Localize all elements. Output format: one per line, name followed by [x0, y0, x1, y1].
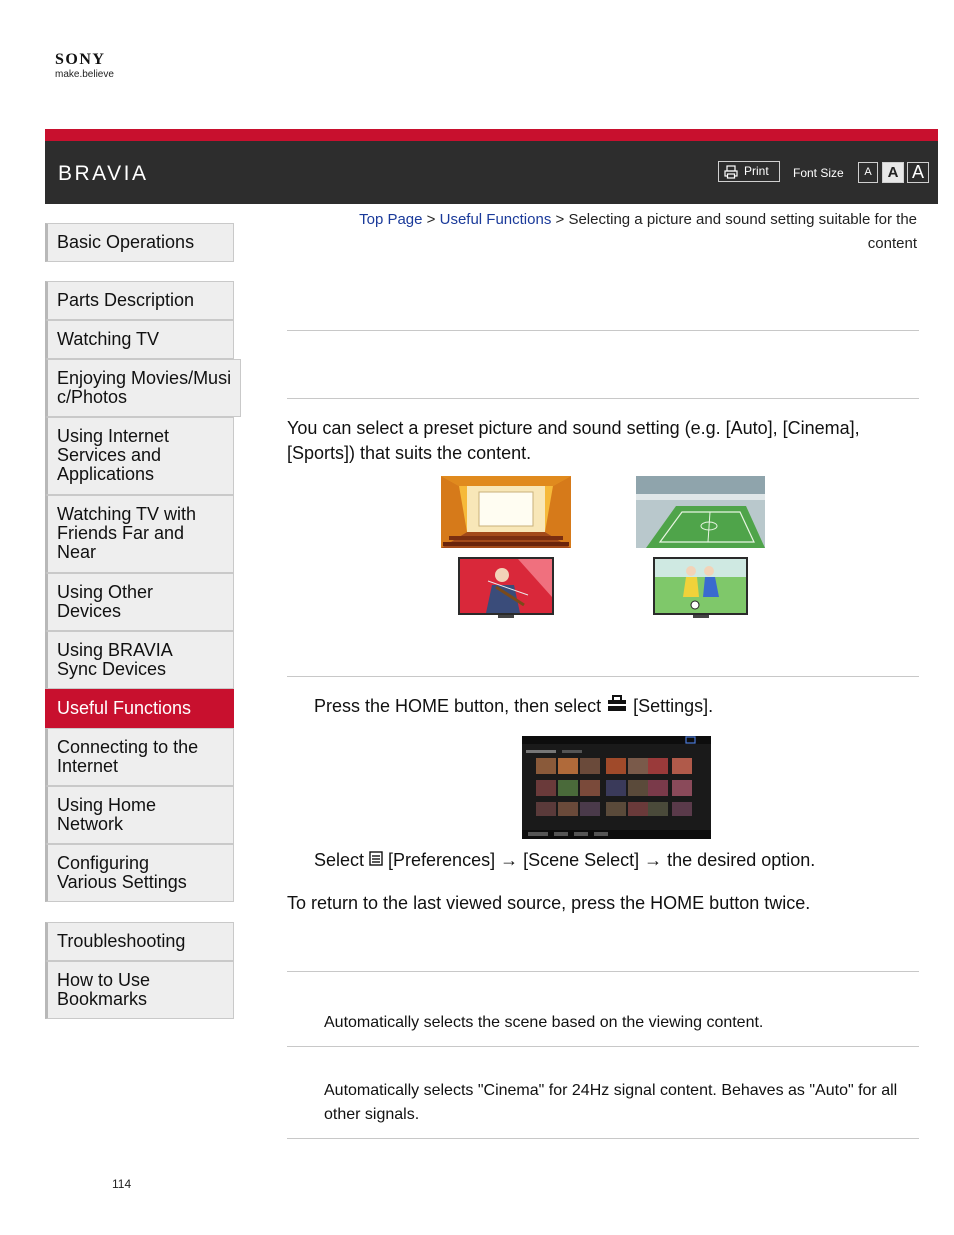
- sidebar-item-useful-functions[interactable]: Useful Functions: [45, 689, 234, 728]
- preferences-icon: [368, 848, 384, 873]
- sidebar-item-troubleshooting[interactable]: Troubleshooting: [45, 922, 234, 961]
- tv-soccer-illustration: [653, 557, 748, 619]
- sony-wordmark: SONY: [55, 51, 106, 68]
- product-name: BRAVIA: [58, 162, 149, 185]
- divider: [287, 398, 919, 399]
- tv-violinist-illustration: [458, 557, 554, 619]
- breadcrumb: [317, 208, 917, 256]
- printer-icon: [724, 165, 738, 179]
- toolbox-icon: [607, 694, 627, 719]
- sidebar-item-internet-services[interactable]: Using Internet Services and Applications: [45, 417, 234, 495]
- option-auto-description: Automatically selects the scene based on the viewing content.: [324, 1014, 764, 1031]
- sidebar-item-configuring-settings[interactable]: Configuring Various Settings: [45, 844, 234, 902]
- page-number: 114: [112, 1177, 132, 1191]
- print-button[interactable]: [718, 161, 780, 182]
- step-1-prefix: Press the HOME button, then select: [314, 696, 602, 716]
- sony-logo: [55, 52, 114, 80]
- sidebar-item-connecting-internet[interactable]: Connecting to the Internet: [45, 728, 234, 786]
- sidebar-item-bravia-sync[interactable]: Using BRAVIA Sync Devices: [45, 631, 234, 689]
- sidebar-item-bookmarks[interactable]: How to Use Bookmarks: [45, 961, 234, 1019]
- font-size-medium-button[interactable]: A: [882, 162, 904, 183]
- divider: [287, 1138, 919, 1139]
- breadcrumb-separator: >: [555, 211, 565, 228]
- sidebar-item-basic-operations[interactable]: Basic Operations: [45, 223, 234, 262]
- breadcrumb-current: Selecting a picture and sound setting suitable for the content: [568, 211, 917, 252]
- font-size-large-button[interactable]: A: [907, 162, 929, 183]
- step-2-suffix: [Preferences] → [Scene Select] → the desired option.: [388, 850, 816, 870]
- sidebar-item-home-network[interactable]: Using Home Network: [45, 786, 234, 844]
- sidebar-item-watching-with-friends[interactable]: Watching TV with Friends Far and Near: [45, 495, 234, 573]
- header-accent-bar: [45, 129, 938, 141]
- divider: [287, 676, 919, 677]
- font-size-small-button[interactable]: A: [858, 162, 878, 183]
- step-2-prefix: Select: [314, 850, 365, 870]
- step-1-suffix: [Settings].: [633, 696, 714, 716]
- sports-scene-illustration: [636, 476, 765, 548]
- print-label: Print: [744, 164, 769, 178]
- font-size-label: Font Size: [793, 166, 844, 180]
- breadcrumb-separator: >: [426, 211, 436, 228]
- intro-text: You can select a preset picture and sound setting (e.g. [Auto], [Cinema], [Sports]) that suits the content.: [287, 418, 860, 463]
- sidebar-item-watching-tv[interactable]: Watching TV: [45, 320, 234, 359]
- sidebar-item-enjoying-movies[interactable]: Enjoying Movies/Music/Photos: [45, 359, 241, 417]
- divider: [287, 971, 919, 972]
- divider: [287, 330, 919, 331]
- header-bar: [45, 141, 938, 204]
- divider: [287, 1046, 919, 1047]
- option-auto-24p-description: Automatically selects "Cinema" for 24Hz signal content. Behaves as "Auto" for all other signals.: [324, 1082, 898, 1123]
- sidebar-item-other-devices[interactable]: Using Other Devices: [45, 573, 234, 631]
- breadcrumb-useful-functions[interactable]: Useful Functions: [439, 211, 552, 228]
- sidebar-item-parts-description[interactable]: Parts Description: [45, 281, 234, 320]
- sony-tagline: make.believe: [55, 69, 114, 80]
- home-menu-screenshot: [522, 736, 711, 839]
- breadcrumb-top-page[interactable]: Top Page: [359, 211, 423, 228]
- step-2: [314, 848, 914, 873]
- step-1: [314, 694, 914, 719]
- return-note: To return to the last viewed source, press the HOME button twice.: [287, 893, 811, 913]
- cinema-scene-illustration: [441, 476, 571, 548]
